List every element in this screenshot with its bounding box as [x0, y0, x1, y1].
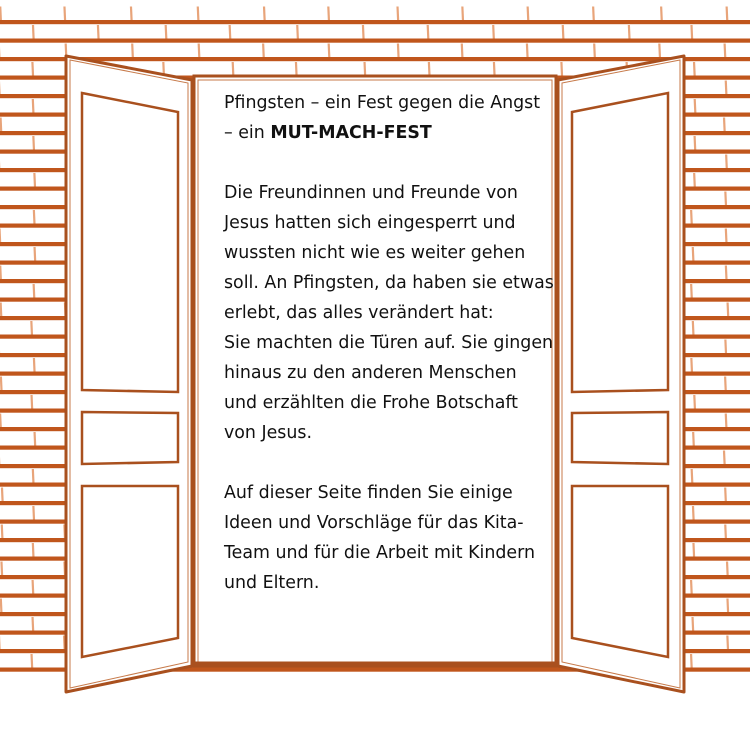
- brick-joint: [593, 7, 594, 21]
- brick-joint: [724, 451, 725, 465]
- brick-joint: [131, 7, 132, 21]
- brick-joint: [661, 7, 662, 21]
- brick-joint: [725, 44, 726, 58]
- brick-joint: [35, 247, 36, 261]
- brick-joint: [561, 62, 562, 76]
- brick-joint: [726, 266, 727, 280]
- brick-joint: [691, 25, 692, 39]
- brick-joint: [31, 321, 32, 335]
- brick-joint: [494, 62, 495, 76]
- brick-joint: [726, 81, 727, 95]
- brick-joint: [132, 44, 133, 58]
- brick-joint: [693, 543, 694, 557]
- mortar-line: [0, 20, 750, 24]
- brick-joint: [725, 377, 726, 391]
- brick-joint: [328, 673, 329, 687]
- brick-joint: [230, 25, 231, 39]
- brick-joint: [693, 617, 694, 631]
- brick-joint: [1, 118, 2, 132]
- brick-joint: [694, 62, 695, 76]
- story-paragraph-continued: Sie machten die Türen auf. Sie gingen hinaus zu den anderen Menschen und erzählten die Frohe Botschaft von Jesus.: [224, 333, 554, 443]
- open-door-left-icon: [66, 56, 192, 692]
- brick-joint: [33, 136, 34, 150]
- brick-joint: [691, 654, 692, 668]
- brick-joint: [297, 25, 298, 39]
- brick-joint: [563, 25, 564, 39]
- brick-joint: [33, 617, 34, 631]
- brick-joint: [398, 7, 399, 21]
- brick-joint: [725, 192, 726, 206]
- brick-joint: [692, 469, 693, 483]
- brick-joint: [724, 118, 725, 132]
- brick-joint: [33, 580, 34, 594]
- brick-joint: [460, 673, 461, 687]
- brick-joint: [659, 44, 660, 58]
- brick-joint: [166, 25, 167, 39]
- brick-joint: [1, 599, 2, 613]
- brick-joint: [263, 44, 264, 58]
- brick-joint: [695, 99, 696, 113]
- brick-joint: [629, 25, 630, 39]
- brick-joint: [695, 136, 696, 150]
- story-paragraph: Die Freundinnen und Freunde von Jesus hatten sich eingesperrt und wussten nicht wie es weiter gehen soll. An Pfingsten, da haben sie etwas erlebt, das alles verändert hat:: [224, 183, 554, 323]
- brick-joint: [34, 358, 35, 372]
- brick-joint: [726, 155, 727, 169]
- brick-joint: [429, 62, 430, 76]
- brick-joint: [2, 525, 3, 539]
- brick-joint: [725, 488, 726, 502]
- brick-joint: [527, 44, 528, 58]
- brick-joint: [693, 247, 694, 261]
- brick-joint: [691, 284, 692, 298]
- mortar-line: [0, 57, 750, 61]
- brick-joint: [32, 395, 33, 409]
- brick-joint: [428, 25, 429, 39]
- brick-joint: [725, 525, 726, 539]
- brick-joint: [98, 25, 99, 39]
- brick-joint: [726, 414, 727, 428]
- brick-joint: [0, 414, 1, 428]
- brick-joint: [728, 673, 729, 687]
- brick-joint: [727, 636, 728, 650]
- brick-joint: [64, 7, 65, 21]
- brick-joint: [34, 284, 35, 298]
- ideas-paragraph: Auf dieser Seite finden Sie einige Ideen und Vorschläge für das Kita-Team und für die Arbeit mit Kindern und Eltern.: [224, 483, 535, 593]
- brick-joint: [33, 469, 34, 483]
- door-text-panel: [224, 88, 554, 598]
- brick-joint: [528, 673, 529, 687]
- brick-joint: [0, 673, 1, 687]
- brick-joint: [691, 580, 692, 594]
- brick-joint: [33, 25, 34, 39]
- brick-joint: [296, 62, 297, 76]
- brick-joint: [726, 229, 727, 243]
- brick-joint: [34, 173, 35, 187]
- brick-joint: [264, 7, 265, 21]
- brick-joint: [328, 7, 329, 21]
- brick-joint: [694, 395, 695, 409]
- brick-joint: [32, 654, 33, 668]
- brick-joint: [199, 44, 200, 58]
- brick-joint: [0, 266, 1, 280]
- brick-joint: [33, 506, 34, 520]
- brick-joint: [264, 673, 265, 687]
- headline-text: Pfingsten – ein Fest gegen die Angst – ein: [224, 93, 541, 143]
- brick-joint: [594, 44, 595, 58]
- brick-joint: [462, 7, 463, 21]
- brick-joint: [691, 358, 692, 372]
- brick-joint: [329, 44, 330, 58]
- brick-joint: [398, 44, 399, 58]
- brick-joint: [1, 303, 2, 317]
- brick-joint: [35, 432, 36, 446]
- brick-joint: [0, 7, 1, 21]
- brick-joint: [2, 488, 3, 502]
- brick-joint: [32, 62, 33, 76]
- brick-joint: [33, 543, 34, 557]
- brick-joint: [1, 562, 2, 576]
- brick-joint: [727, 599, 728, 613]
- brick-joint: [198, 7, 199, 21]
- brick-joint: [197, 673, 198, 687]
- brick-joint: [727, 562, 728, 576]
- brick-joint: [363, 25, 364, 39]
- brick-joint: [233, 62, 234, 76]
- brick-joint: [365, 62, 366, 76]
- mortar-line: [0, 686, 750, 690]
- headline: [224, 88, 554, 148]
- brick-joint: [493, 25, 494, 39]
- brick-joint: [693, 432, 694, 446]
- brick-joint: [462, 44, 463, 58]
- headline-emphasis: MUT-MACH-FEST: [270, 123, 432, 143]
- brick-joint: [725, 340, 726, 354]
- brick-joint: [694, 173, 695, 187]
- brick-joint: [691, 210, 692, 224]
- mortar-line: [0, 39, 750, 43]
- brick-joint: [1, 377, 2, 391]
- brick-joint: [693, 506, 694, 520]
- brick-joint: [693, 321, 694, 335]
- brick-joint: [396, 673, 397, 687]
- open-door-right-icon: [558, 56, 684, 692]
- brick-joint: [728, 303, 729, 317]
- brick-joint: [727, 7, 728, 21]
- brick-joint: [528, 7, 529, 21]
- brick-joint: [34, 210, 35, 224]
- brick-joint: [33, 99, 34, 113]
